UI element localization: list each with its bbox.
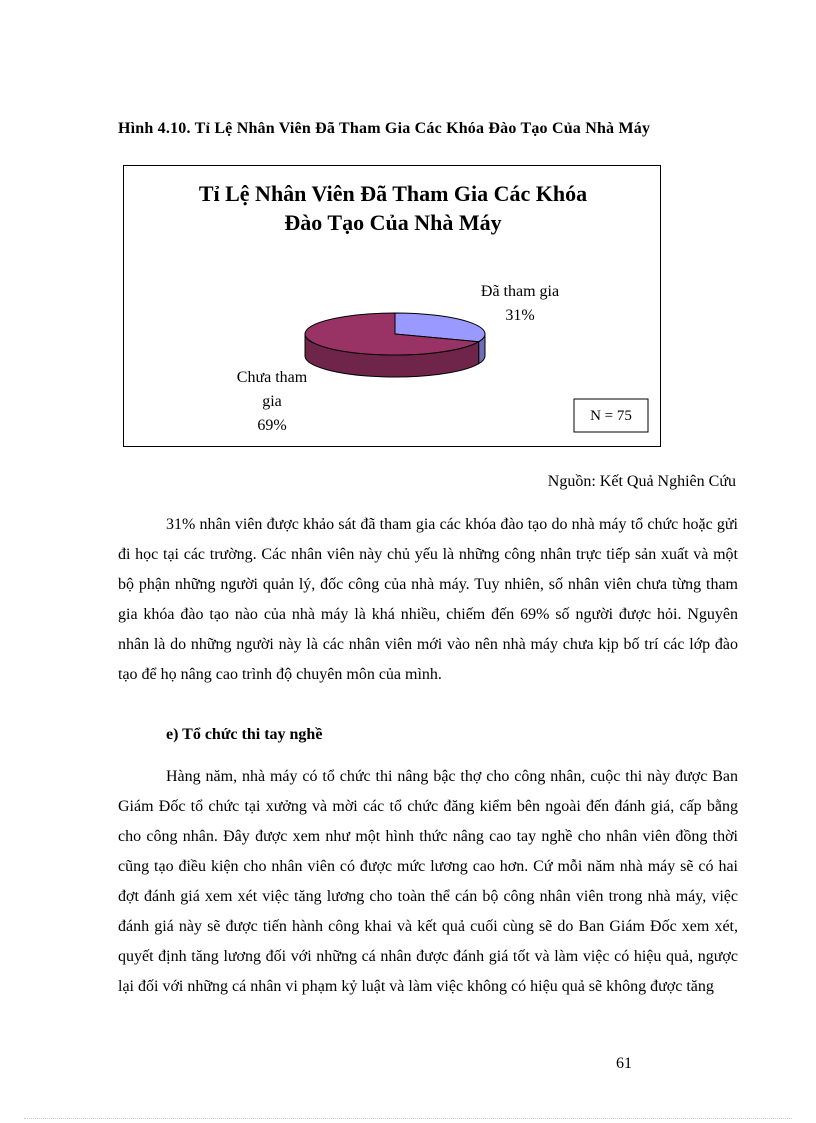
slice-label-not-participated-name-2: gia bbox=[262, 393, 282, 410]
section-heading: e) Tổ chức thi tay nghề bbox=[166, 726, 323, 743]
slice-label-participated-name: Đã tham gia bbox=[480, 283, 560, 300]
source-note: Nguồn: Kết Quả Nghiên Cứu bbox=[547, 473, 736, 490]
pie-chart-svg bbox=[124, 166, 662, 448]
pie-chart bbox=[123, 165, 661, 447]
figure-caption: Hình 4.10. Tỉ Lệ Nhân Viên Đã Tham Gia Các Khóa Đào Tạo Của Nhà Máy bbox=[118, 120, 651, 137]
slice-label-not-participated-percent: 69% bbox=[257, 417, 287, 434]
chart-title-line-2: Đào Tạo Của Nhà Máy bbox=[284, 210, 502, 235]
slice-label-participated-percent: 31% bbox=[505, 307, 535, 324]
page-number: 61 bbox=[616, 1055, 632, 1072]
sample-size-label: N = 75 bbox=[590, 408, 632, 424]
pie-layer bbox=[305, 313, 485, 377]
bottom-divider bbox=[24, 1118, 792, 1119]
paragraph-1: 31% nhân viên được khảo sát đã tham gia các khóa đào tạo do nhà máy tổ chức hoặc gửi đi học tại các trường. Các nhân viên này chủ yếu là những công nhân trực tiếp sản xuất và một bộ phận những người quản lý, đốc công của nhà máy. Tuy nhiên, số nhân viên chưa từng tham gia khóa đào tạo nào của nhà máy là khá nhiều, chiếm đến 69% số người được hỏi. Nguyên nhân là do những người này là các nhân viên mới vào nên nhà máy chưa kịp bố trí các lớp đào tạo để họ nâng cao trình độ chuyên môn của mình. bbox=[118, 516, 738, 683]
paragraph-2: Hàng năm, nhà máy có tổ chức thi nâng bậc thợ cho công nhân, cuộc thi này được Ban Giám Đốc tổ chức tại xưởng và mời các tổ chức đăng kiểm bên ngoài đến đánh giá, cấp bằng cho công nhân. Đây được xem như một hình thức nâng cao tay nghề cho nhân viên đồng thời cũng tạo điều kiện cho nhân viên có được mức lương cao hơn. Cứ mỗi năm nhà máy sẽ có hai đợt đánh giá xem xét việc tăng lương cho toàn thể cán bộ công nhân viên trong nhà máy, việc đánh giá này sẽ được tiến hành công khai và kết quả cuối cùng sẽ do Ban Giám Đốc xem xét, quyết định tăng lương đối với những cá nhân được đánh giá tốt và làm việc có hiệu quả, ngược lại đối với những cá nhân vi phạm kỷ luật và làm việc không có hiệu quả sẽ không được tăng bbox=[118, 768, 738, 995]
slice-label-not-participated-name-1: Chưa tham bbox=[236, 369, 308, 386]
chart-title-line-1: Tỉ Lệ Nhân Viên Đã Tham Gia Các Khóa bbox=[198, 181, 588, 206]
